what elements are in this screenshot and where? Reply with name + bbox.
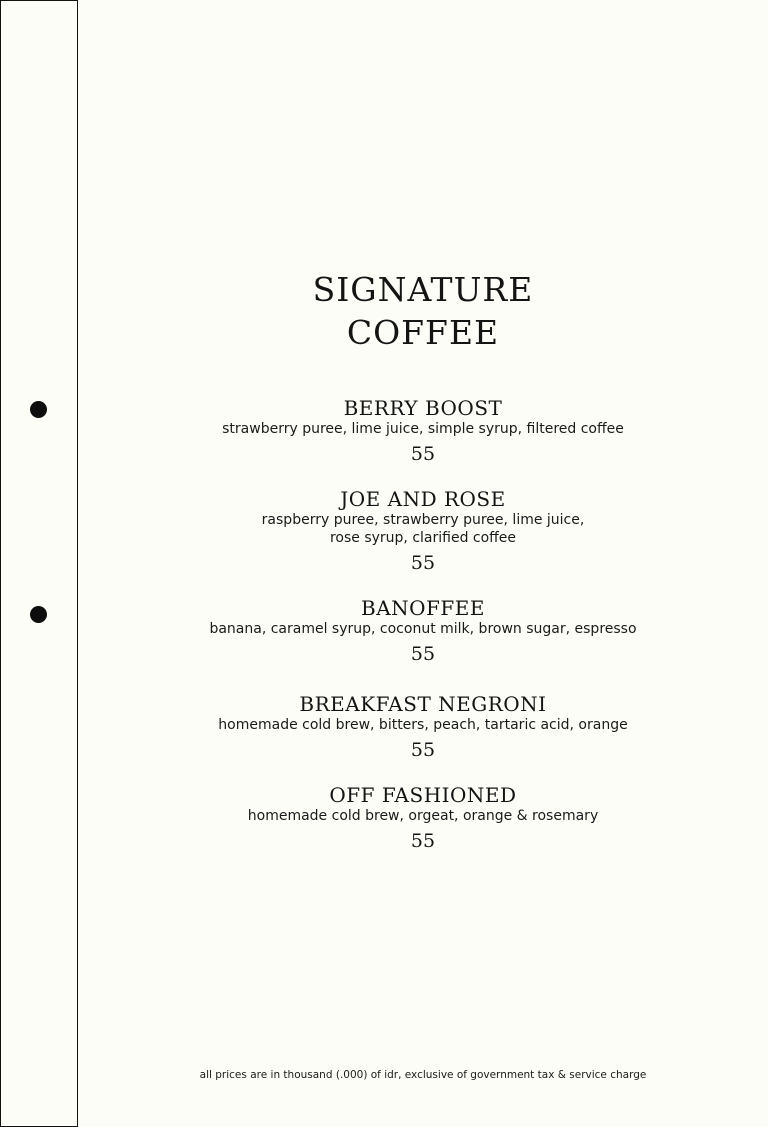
menu-item-description [78,620,768,638]
menu-item-description [78,511,768,547]
menu-item-price: 55 [410,830,436,852]
menu-item-name: BERRY BOOST [343,396,503,420]
menu-title [78,268,768,354]
menu-item-price: 55 [410,739,436,761]
footer-price-note: all prices are in thousand (.000) of idr, exclusive of government tax & service charge [199,1069,647,1081]
menu-item-description-line: banana, caramel syrup, coconut milk, brown sugar, espresso [209,621,637,637]
punch-hole-top [30,401,47,418]
menu-item-name: OFF FASHIONED [329,783,517,807]
binding-strip [0,0,78,1127]
menu-item [78,783,768,852]
menu-item [78,396,768,465]
menu-item [78,596,768,665]
menu-item-description-line: homemade cold brew, orgeat, orange & rosemary [247,808,599,824]
menu-item-name: JOE AND ROSE [340,487,506,511]
menu-item-price: 55 [410,443,436,465]
menu-title-line-1: SIGNATURE [312,270,534,309]
menu-item [78,487,768,574]
menu-item-price: 55 [410,552,436,574]
menu-item [78,692,768,761]
menu-item-description [78,420,768,438]
menu-item-description-line: homemade cold brew, bitters, peach, tartaric acid, orange [218,717,628,733]
menu-item-description [78,807,768,825]
menu-title-line-2: COFFEE [346,313,500,352]
menu-item-price: 55 [410,643,436,665]
menu-item-description-line: rose syrup, clarified coffee [329,530,517,546]
menu-item-description-line: strawberry puree, lime juice, simple syrup, filtered coffee [222,421,624,437]
menu-item-description-line: raspberry puree, strawberry puree, lime juice, [261,512,585,528]
menu-item-name: BANOFFEE [361,596,485,620]
punch-hole-bottom [30,606,47,623]
menu-item-name: BREAKFAST NEGRONI [299,692,547,716]
menu-item-description [78,716,768,734]
